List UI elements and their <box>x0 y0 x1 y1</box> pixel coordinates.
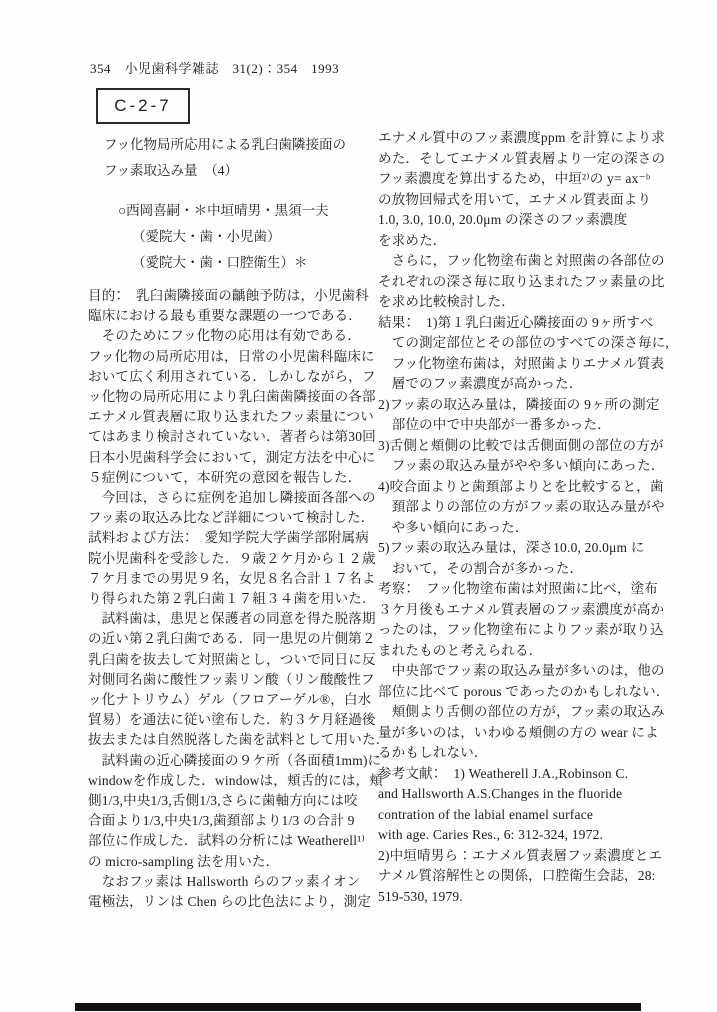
text-line: てはあまり検討されていない．著者らは第30回 <box>88 429 376 445</box>
text-line: おいて広く利用されている．しかしながら，フ <box>88 368 376 384</box>
session-code: C-2-7 <box>114 96 172 115</box>
text-line: 5)フッ素の取込み量は，深さ10.0, 20.0μm に <box>378 540 645 555</box>
text-line: ５症例について，本研究の意図を報告した． <box>88 469 362 485</box>
text-line: 頬側より舌側の部位の方が，フッ素の取込み <box>378 704 665 719</box>
text-line: 貿易）を通法に従い塗布した．約３ケ月経過後 <box>88 712 376 728</box>
text-line: を求めた． <box>378 232 447 248</box>
text-line: 頚部よりの部位の方がフッ素の取込み量がや <box>378 499 665 514</box>
text-line: 層でのフッ素濃度が高かった． <box>378 376 583 391</box>
text-line: エナメル質表層に取り込まれたフッ素量につい <box>88 409 374 425</box>
text-line: を求め比較検討した． <box>378 294 515 309</box>
affiliation-2: （愛院大・歯・口腔衛生）＊ <box>132 255 308 270</box>
text-line: 抜去または自然脱落した歯を試料として用いた． <box>88 732 390 748</box>
text-line: るかもしれない． <box>378 745 488 760</box>
text-line: 量が多いのは，いわゆる頬側の方の wear によ <box>378 724 659 740</box>
text-line: 部位の中で中央部が一番多かった． <box>378 417 611 432</box>
scan-artifact-bar <box>75 1003 641 1011</box>
text-line: 参考文献： 1) Weatherell J.A.,Robinson C. <box>378 765 629 781</box>
affiliation-1: （愛院大・歯・小児歯） <box>132 229 281 244</box>
text-line: 対側同名歯に酸性フッ素リン酸（リン酸酸性フ <box>88 671 375 687</box>
text-line: ３ケ月後もエナメル質表層のフッ素濃度が高か <box>378 601 665 617</box>
text-line: 2)フッ素の取込み量は，隣接面の 9ヶ所の測定 <box>378 396 660 412</box>
text-line: の近い第２乳臼歯である．同一患児の片側第２ <box>88 631 376 647</box>
text-line: ッ化ナトリウム）ゲル（フロアーゲル®，白水 <box>88 692 372 708</box>
title-line-2: フッ素取込み量 （4） <box>104 163 239 178</box>
left-column-body <box>88 286 390 912</box>
right-column <box>378 128 670 907</box>
text-line: 乳臼歯を抜去して対照歯とし，ついで同日に反 <box>88 651 376 667</box>
text-line: 部位に比べて porous であったのかもしれない． <box>378 683 670 699</box>
text-line: ナメル質溶解性との関係，口腔衛生会誌，28: <box>378 868 656 883</box>
session-code-box <box>96 88 190 124</box>
text-line: ての測定部位とその部位のすべての深さ毎に, <box>378 335 670 350</box>
text-line: windowを作成した．windowは，頬舌的には，頬 <box>88 772 383 788</box>
text-line: おいて，その割合が多かった． <box>378 560 584 576</box>
text-line: 部位に作成した．試料の分析には Weatherell¹⁾ <box>88 833 365 849</box>
text-line: ７ケ月までの男児９名，女児８名合計１７名よ <box>88 570 376 586</box>
text-line: contration of the labial enamel surface <box>378 806 594 822</box>
text-line: 519-530, 1979. <box>378 888 463 904</box>
text-line: 試料歯は，患児と保護者の同意を得た脱落期 <box>88 611 376 627</box>
text-line: 今回は，さらに症例を追加し隣接面各部への <box>88 490 376 506</box>
text-line: さらに，フッ化物塗布歯と対照歯の各部位の <box>378 253 665 268</box>
text-line: 合面より1/3,中央1/3,歯頚部より1/3 の合計 9 <box>88 813 355 829</box>
text-line: それぞれの深さ毎に取り込まれたフッ素量の比 <box>378 273 665 289</box>
text-line: フッ化物塗布歯は，対照歯よりエナメル質表 <box>378 355 665 371</box>
journal-header: 354 小児歯科学雑誌 31(2)：354 1993 <box>90 61 340 76</box>
text-line: めた．そしてエナメル質表層より一定の深さの <box>378 150 666 166</box>
text-line: の micro-sampling 法を用いた． <box>88 853 280 869</box>
text-line: 2)中垣晴男ら：エナメル質表層フッ素濃度とエ <box>378 847 663 863</box>
text-line: そのためにフッ化物の応用は有効である． <box>88 328 362 344</box>
authors-block <box>88 198 373 276</box>
text-line: フッ素の取込み比など詳細について検討した． <box>88 510 375 526</box>
text-line: 結果： 1)第１乳臼歯近心隣接面の 9ヶ所すべ <box>378 314 654 330</box>
left-column <box>88 132 390 912</box>
text-line: 日本小児歯科学会において，測定方法を中心に <box>88 449 376 465</box>
text-line: エナメル質中のフッ素濃度ppm を計算により求 <box>378 130 665 145</box>
text-line: り得られた第２乳臼歯１７組３４歯を用いた． <box>88 591 376 607</box>
text-line: 側1/3,中央1/3,舌側1/3,さらに歯軸方向には咬 <box>88 793 358 809</box>
text-line: 試料歯の近心隣接面の９ケ所（各面積1mm)に <box>88 752 382 768</box>
right-column-body <box>378 128 670 907</box>
text-line: 4)咬合面よりと歯頚部よりとを比較すると，歯 <box>378 478 664 494</box>
title-line-1: フッ化物局所応用による乳臼歯隣接面の <box>104 137 347 152</box>
text-line: の放物回帰式を用いて，エナメル質表面より <box>378 191 652 207</box>
text-line: ったのは，フッ化物塗布によりフッ素が取り込 <box>378 622 664 637</box>
author-names: ○西岡喜嗣・＊中垣晴男・黒須一夫 <box>118 203 329 218</box>
text-line: 目的： 乳臼歯隣接面の齲蝕予防は，小児歯科 <box>88 288 369 303</box>
text-line: 中央部でフッ素の取込み量が多いのは，他の <box>378 663 665 678</box>
text-line: フッ素濃度を算出するため，中垣²⁾の y= ax⁻ᵇ <box>378 171 651 186</box>
text-line: フッ化物の局所応用は，日常の小児歯科臨床に <box>88 348 375 364</box>
text-line: なおフッ素は Hallsworth らのフッ素イオン <box>88 873 361 889</box>
text-line: まれたものと考えられる． <box>378 642 543 658</box>
text-line: 1.0, 3.0, 10.0, 20.0μm の深さのフッ素濃度 <box>378 212 628 227</box>
text-line: や多い傾向にあった． <box>378 519 529 535</box>
text-line: ッ化物の局所応用により乳臼歯歯隣接面の各部 <box>88 389 376 405</box>
text-line: 院小児歯科を受診した．９歳２ケ月から１２歳 <box>88 550 376 566</box>
text-line: 電極法，リンは Chen らの比色法により，測定 <box>88 894 372 910</box>
text-line: 3)舌側と頬側の比較では舌側面側の部位の方が <box>378 437 664 453</box>
text-line: and Hallsworth A.S.Changes in the fluoride <box>378 786 623 801</box>
abstract-title <box>104 132 373 184</box>
text-line: 考察： フッ化物塗布歯は対照歯に比べ，塗布 <box>378 581 659 596</box>
text-line: 臨床における最も重要な課題の一つである． <box>88 308 362 324</box>
text-line: フッ素の取込み量がやや多い傾向にあった． <box>378 458 665 473</box>
text-line: 試料および方法： 愛知学院大学歯学部附属病 <box>88 530 369 546</box>
text-line: with age. Caries Res., 6: 312-324, 1972. <box>378 827 604 842</box>
